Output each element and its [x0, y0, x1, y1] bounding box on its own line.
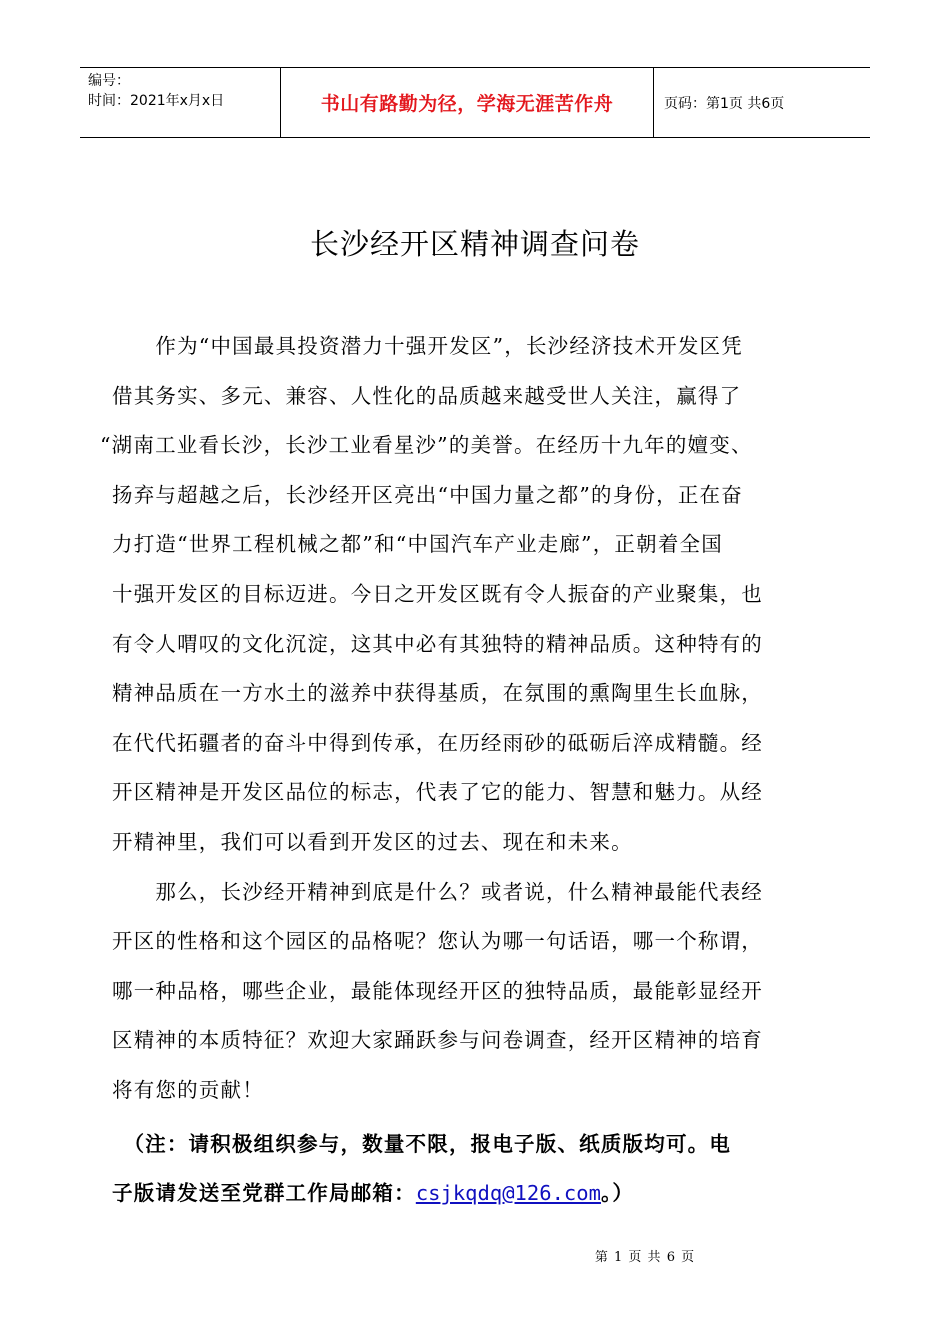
- note-suffix: 。）: [600, 1181, 635, 1206]
- header-page-info: 页码：第1页 共6页: [664, 95, 785, 112]
- text-line: 有令人喟叹的文化沉淀，这其中必有其独特的精神品质。这种特有的: [112, 631, 763, 656]
- time-label: 时间：2021年x月x日: [88, 93, 225, 109]
- text-line: 在代代拓疆者的奋斗中得到传承，在历经雨砂的砥砺后淬成精髓。经: [112, 730, 763, 755]
- text-line: 区精神的本质特征？欢迎大家踊跃参与问卷调查，经开区精神的培育: [112, 1028, 763, 1053]
- note-line: [112, 1169, 872, 1219]
- text-line: 那么，长沙经开精神到底是什么？或者说，什么精神最能代表经: [112, 879, 763, 904]
- document-body: [100, 322, 872, 1219]
- text-line: 哪一种品格，哪些企业，最能体现经开区的独特品质，最能彰显经开: [112, 978, 763, 1003]
- number-label: 编号：: [88, 73, 130, 89]
- page-footer: 第 1 页 共 6 页: [594, 1250, 696, 1265]
- text-line: “湖南工业看长沙，长沙工业看星沙”的美誉。在经历十九年的嬗变、: [100, 433, 753, 458]
- email-link[interactable]: csjkqdq@126.com: [415, 1181, 601, 1206]
- document-title: 长沙经开区精神调查问卷: [309, 227, 640, 261]
- text-line: 开区的性格和这个园区的品格呢？您认为哪一句话语，哪一个称谓，: [112, 929, 763, 954]
- text-line: 借其务实、多元、兼容、人性化的品质越来越受世人关注，赢得了: [112, 383, 742, 408]
- header-meta: [80, 68, 280, 137]
- paragraph-2: [112, 868, 872, 1116]
- text-line: 开区精神是开发区品位的标志，代表了它的能力、智慧和魅力。从经: [112, 780, 763, 805]
- text-line: 力打造“世界工程机械之都”和“中国汽车产业走廊”，正朝着全国: [112, 532, 723, 557]
- note-line: （注：请积极组织参与，数量不限，报电子版、纸质版均可。电: [112, 1131, 732, 1156]
- text-line: 扬弃与超越之后，长沙经开区亮出“中国力量之都”的身份，正在奋: [112, 482, 743, 507]
- text-line: 精神品质在一方水土的滋养中获得基质，在氛围的熏陶里生长血脉，: [112, 681, 763, 706]
- text-line: 十强开发区的目标迈进。今日之开发区既有令人振奋的产业聚集，也: [112, 581, 763, 606]
- document-header: [80, 67, 870, 138]
- paragraph-1: [100, 322, 872, 868]
- note-prefix: 子版请发送至党群工作局邮箱：: [112, 1181, 416, 1206]
- text-line: 开精神里，我们可以看到开发区的过去、现在和未来。: [112, 829, 633, 854]
- submission-note: [112, 1120, 872, 1219]
- text-line: 将有您的贡献！: [112, 1077, 264, 1102]
- header-motto: 书山有路勤为径，学海无涯苦作舟: [280, 68, 654, 137]
- text-line: 作为“中国最具投资潜力十强开发区”，长沙经济技术开发区凭: [112, 334, 743, 358]
